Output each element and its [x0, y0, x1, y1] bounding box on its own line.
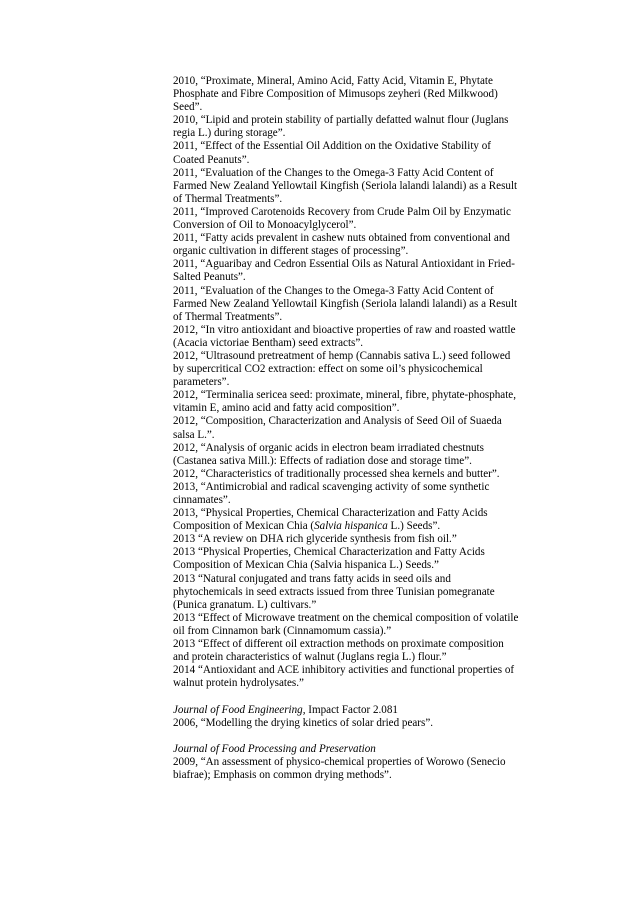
chia-text-before: Composition of Mexican Chia ( — [173, 520, 315, 533]
entry-line: 2011, “Effect of the Essential Oil Addition on the Oxidative Stability of — [173, 140, 491, 153]
entry-line: regia L.) during storage”. — [173, 127, 286, 140]
document-page — [173, 75, 553, 782]
entry-line: 2013 “Effect of different oil extraction methods on proximate composition — [173, 638, 504, 651]
entry-line: 2011, “Aguaribay and Cedron Essential Oils as Natural Antioxidant in Fried- — [173, 258, 515, 271]
entry-line: 2012, “Characteristics of traditionally processed shea kernels and butter”. — [173, 467, 500, 480]
entry-line: Farmed New Zealand Yellowtail Kingfish (Seriola lalandi lalandi) as a Result — [173, 297, 518, 310]
entry-line: (Castanea sativa Mill.): Effects of radiation dose and storage time”. — [173, 454, 472, 467]
entry-line: Phosphate and Fibre Composition of Mimusops zeyheri (Red Milkwood) — [173, 88, 498, 101]
entry-line: 2012, “Terminalia sericea seed: proximate, mineral, fibre, phytate-phosphate, — [173, 389, 516, 402]
journal-section-food-processing — [173, 743, 553, 782]
entry-line: of Thermal Treatments”. — [173, 192, 283, 205]
journal-heading: Journal of Food Processing and Preservation — [173, 742, 376, 755]
entry-line: Salted Peanuts”. — [173, 271, 246, 284]
section-spacer — [173, 690, 553, 703]
entry-line-chia — [173, 520, 553, 533]
entry-line: of Thermal Treatments”. — [173, 310, 283, 323]
publication-list — [173, 75, 553, 690]
entry-line: 2012, “In vitro antioxidant and bioactive properties of raw and roasted wattle — [173, 323, 516, 336]
entry-line: 2011, “Evaluation of the Changes to the Omega-3 Fatty Acid Content of — [173, 166, 494, 179]
entry-line: Seed”. — [173, 101, 203, 114]
entry-line: (Punica granatum. L) cultivars.” — [173, 598, 317, 611]
entry-line: biafrae); Emphasis on common drying methods”. — [173, 768, 392, 781]
entry-line: organic cultivation in different stages of processing”. — [173, 245, 409, 258]
entry-line: 2014 “Antioxidant and ACE inhibitory activities and functional properties of — [173, 664, 515, 677]
entry-line: and protein characteristics of walnut (Juglans regia L.) flour.” — [173, 651, 447, 664]
entry-line: Farmed New Zealand Yellowtail Kingfish (Seriola lalandi lalandi) as a Result — [173, 179, 518, 192]
entry-line: Coated Peanuts”. — [173, 153, 250, 166]
chia-species-italic: Salvia hispanica — [314, 520, 388, 533]
entry-line: Composition of Mexican Chia (Salvia hispanica L.) Seeds.” — [173, 559, 439, 572]
entry-line: 2011, “Improved Carotenoids Recovery from Crude Palm Oil by Enzymatic — [173, 205, 511, 218]
chia-text-after: L.) Seeds”. — [387, 520, 441, 533]
entry-line: 2013 “Natural conjugated and trans fatty acids in seed oils and — [173, 572, 451, 585]
entry-line: oil from Cinnamon bark (Cinnamomum cassia).” — [173, 624, 392, 637]
entry-line: 2011, “Fatty acids prevalent in cashew nuts obtained from conventional and — [173, 232, 510, 245]
entry-line: Conversion of Oil to Monoacylglycerol”. — [173, 219, 357, 232]
impact-factor: Impact Factor 2.081 — [305, 703, 398, 716]
entry-line: salsa L.”. — [173, 428, 215, 441]
entry-line: vitamin E, amino acid and fatty acid composition”. — [173, 402, 400, 415]
entry-line: walnut protein hydrolysates.” — [173, 677, 304, 690]
entry-line: 2013 “A review on DHA rich glyceride synthesis from fish oil.” — [173, 533, 457, 546]
entry-line: cinnamates”. — [173, 494, 231, 506]
entry-line: (Acacia victoriae Bentham) seed extracts”. — [173, 336, 364, 349]
journal-name: Journal of Food Engineering, — [173, 703, 306, 716]
entry-line: 2006, “Modelling the drying kinetics of solar dried pears”. — [173, 716, 434, 729]
entry-line: by supercritical CO2 extraction: effect on some oil’s physicochemical — [173, 363, 483, 376]
section-spacer — [173, 730, 553, 743]
entry-line: 2013 “Effect of Microwave treatment on the chemical composition of volatile — [173, 611, 519, 624]
journal-heading — [173, 704, 553, 717]
entry-line: 2012, “Analysis of organic acids in electron beam irradiated chestnuts — [173, 441, 484, 454]
entry-line: 2013 “Physical Properties, Chemical Characterization and Fatty Acids — [173, 546, 485, 559]
entry-line: 2012, “Ultrasound pretreatment of hemp (Cannabis sativa L.) seed followed — [173, 349, 511, 362]
entry-line: parameters”. — [173, 376, 230, 389]
entry-line: 2011, “Evaluation of the Changes to the Omega-3 Fatty Acid Content of — [173, 284, 494, 297]
entry-line: 2012, “Composition, Characterization and Analysis of Seed Oil of Suaeda — [173, 415, 502, 428]
entry-line: 2013, “Antimicrobial and radical scavenging activity of some synthetic — [173, 480, 490, 493]
entry-line: phytochemicals in seed extracts issued from three Tunisian pomegranate — [173, 585, 495, 598]
journal-section-food-engineering — [173, 704, 553, 730]
entry-line: 2009, “An assessment of physico-chemical properties of Worowo (Senecio — [173, 755, 506, 768]
entry-line: 2013, “Physical Properties, Chemical Characterization and Fatty Acids — [173, 507, 488, 520]
entry-line: 2010, “Lipid and protein stability of partially defatted walnut flour (Juglans — [173, 114, 509, 127]
entry-line: 2010, “Proximate, Mineral, Amino Acid, Fatty Acid, Vitamin E, Phytate — [173, 75, 493, 87]
